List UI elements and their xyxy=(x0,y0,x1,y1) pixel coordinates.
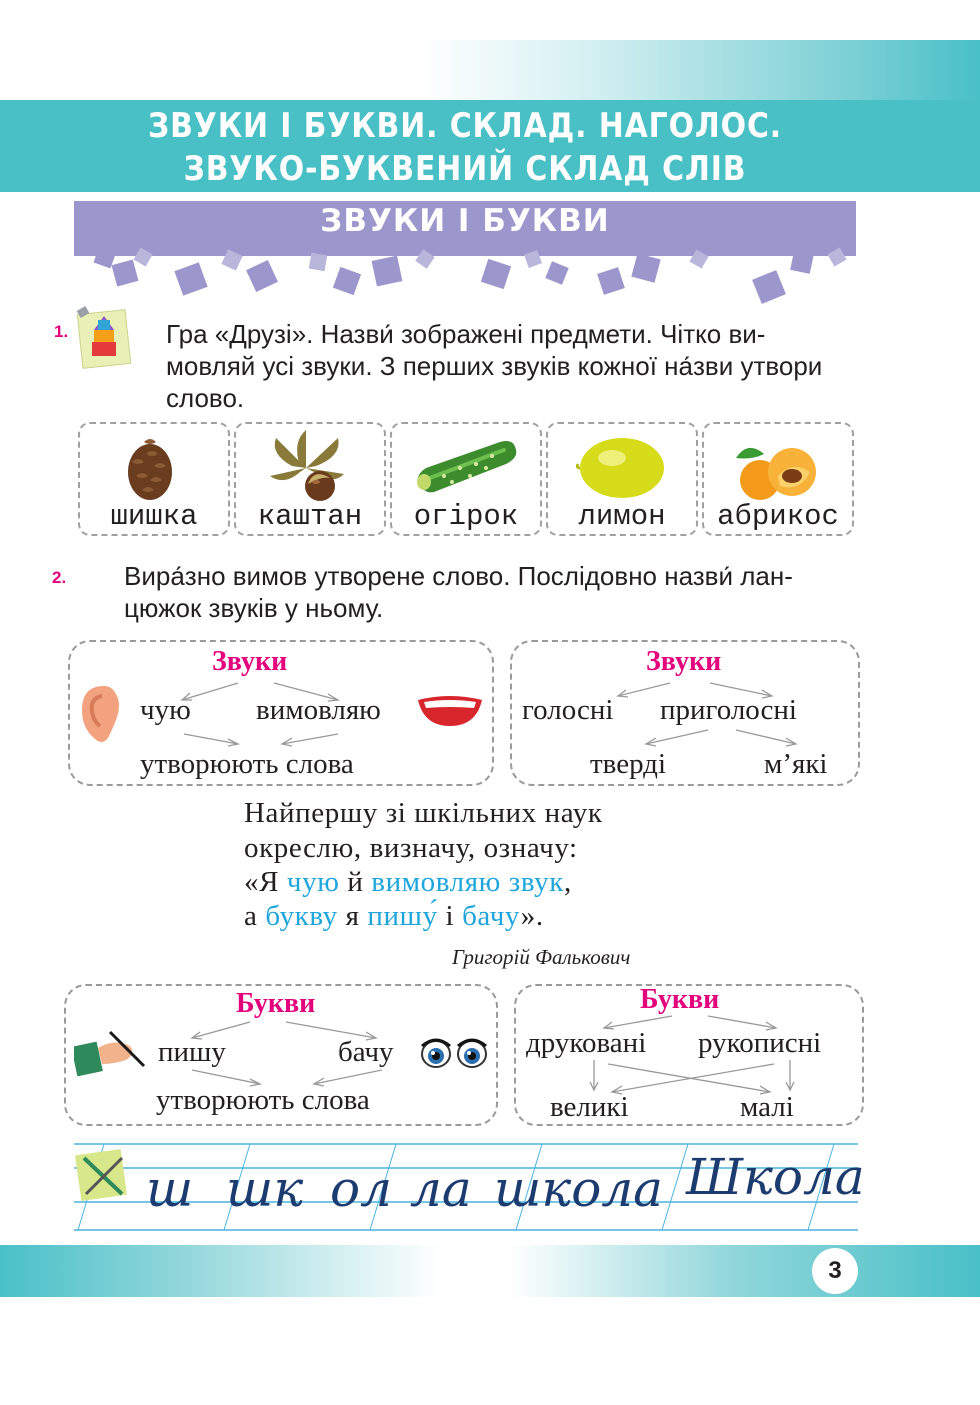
letters-diagram-1-right: бачу xyxy=(338,1036,394,1068)
task-1-number: 1. xyxy=(54,322,69,341)
lemon-icon xyxy=(576,436,668,500)
sounds-diagram-2-right: приголосні xyxy=(660,694,797,726)
sounds-diagram-1-bottom: утворюють слова xyxy=(140,748,354,780)
top-gradient-strip xyxy=(420,40,980,100)
sounds-diagram-1-right: вимовляю xyxy=(256,694,381,726)
task-1-line-3: слово. xyxy=(166,383,245,413)
task-2-line-2: цюжок звуків у ньому. xyxy=(124,593,384,623)
writing-hand-icon xyxy=(74,1030,148,1078)
sounds-diagram-1-title: Звуки xyxy=(212,646,288,677)
pencil-note-icon xyxy=(74,1148,132,1204)
task-1-line-1: Гра «Друзі». Назви́ зображені предмети. Чітко ви- xyxy=(166,319,766,349)
handwriting-sample-2: шк xyxy=(226,1160,304,1218)
eyes-icon xyxy=(420,1036,490,1070)
letters-diagram-2-bottom-left: великі xyxy=(550,1091,629,1123)
picture-label-5: абрикос xyxy=(717,500,839,533)
poem-author: Григорій Фалькович xyxy=(452,945,631,969)
chapter-title-line-1: ЗВУКИ І БУКВИ. СКЛАД. НАГОЛОС. xyxy=(147,106,783,146)
picture-label-2: каштан xyxy=(257,500,363,533)
letters-diagram-2-title: Букви xyxy=(640,984,720,1015)
section-title: ЗВУКИ І БУКВИ xyxy=(320,203,610,239)
sounds-diagram-2-left: голосні xyxy=(522,694,614,726)
letters-diagram-1-left: пишу xyxy=(158,1036,226,1068)
task-1-line-2: мовляй усі звуки. З перших звуків кожної на́зви утвори xyxy=(166,351,823,381)
pine-cone-icon xyxy=(122,432,178,502)
poem-line-2: окреслю, визначу, означу: xyxy=(244,832,578,864)
picture-label-1: шишка xyxy=(110,500,198,533)
ear-icon xyxy=(78,684,122,746)
chapter-title-line-2: ЗВУКО-БУКВЕНИЙ СКЛАД СЛІВ xyxy=(183,149,747,189)
blocks-icon xyxy=(76,306,132,370)
picture-label-4: лимон xyxy=(578,500,666,533)
letters-diagram-2-bottom-right: малі xyxy=(740,1091,794,1123)
cucumber-icon xyxy=(414,436,520,498)
sounds-diagram-2-bottom-right: м’які xyxy=(764,748,828,780)
sounds-diagram-2-title: Звуки xyxy=(646,646,722,677)
poem-line-4: а букву я пишу́ і бачу». xyxy=(244,900,544,932)
handwriting-sample-5: школа xyxy=(494,1160,663,1218)
letters-diagram-2-right: рукописні xyxy=(698,1027,822,1059)
poem-line-3: «Я чую й вимовляю звук, xyxy=(244,866,572,898)
letters-diagram-2-left: друковані xyxy=(526,1027,647,1059)
handwriting-sample-4: ла xyxy=(410,1160,472,1218)
sounds-diagram-2-bottom-left: тверді xyxy=(590,748,666,780)
handwriting-sample-3: ол xyxy=(330,1160,392,1218)
sounds-diagram-1-left: чую xyxy=(140,694,191,726)
page-number: 3 xyxy=(828,1257,842,1284)
letters-diagram-1-title: Букви xyxy=(236,988,316,1019)
task-2-number: 2. xyxy=(52,568,67,587)
task-2-line-1: Вира́зно вимов утворене слово. Послідовно назви́ лан- xyxy=(124,561,793,591)
apricot-icon xyxy=(730,436,826,502)
picture-label-3: огірок xyxy=(413,500,519,533)
poem-line-1: Найпершу зі шкільних наук xyxy=(244,797,603,829)
handwriting-sample-1: ш xyxy=(146,1160,194,1218)
decorative-squares xyxy=(74,240,856,310)
smiling-mouth-icon xyxy=(416,694,484,728)
chestnut-icon xyxy=(262,428,352,504)
handwriting-sample-6: Школа xyxy=(686,1148,865,1206)
letters-diagram-1-bottom: утворюють слова xyxy=(156,1084,370,1116)
